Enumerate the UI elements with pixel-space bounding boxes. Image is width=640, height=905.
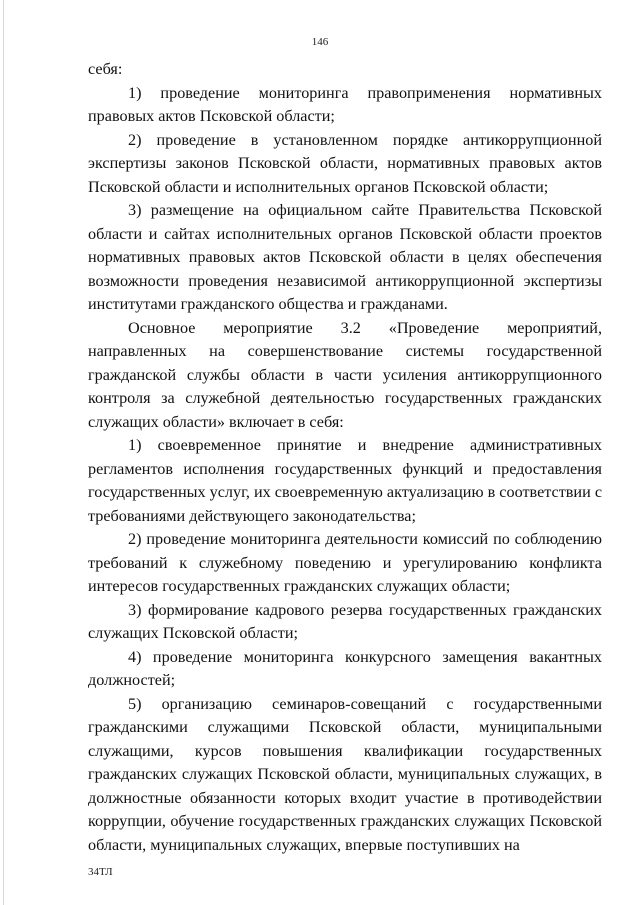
paragraph-item-3-reserve: 3) формирование кадрового резерва государственных гражданских служащих Псковской области; [88, 600, 602, 642]
paragraph-item-2-expertise: 2) проведение в установленном порядке антикоррупционной экспертизы законов Псковской области, нормативных правовых актов Псковской области и исполнительных органов Псковской области; [88, 130, 602, 196]
paragraph-item-1-monitoring: 1) проведение мониторинга правоприменения нормативных правовых актов Псковской области; [88, 83, 602, 125]
scan-edge-line [3, 0, 4, 905]
paragraph-item-1-regulations: 1) своевременное принятие и внедрение административных регламентов исполнения государственных функций и предоставления государственных услуг, их своевременную актуализацию в соответствии с требованиями действующего законодательства; [88, 436, 602, 525]
paragraph-main-activity-3-2: Основное мероприятие 3.2 «Проведение мероприятий, направленных на совершенствование системы государственной гражданской службы области в части усиления антикоррупционного контроля за служебной деятельностью государственных гражданских служащих области» включает в себя: [88, 318, 602, 431]
footer-code: 34ТЛ [88, 866, 113, 878]
page-number: 146 [311, 36, 329, 48]
document-body [88, 58, 602, 857]
paragraph-item-4-vacancies: 4) проведение мониторинга конкурсного замещения вакантных должностей; [88, 647, 602, 689]
paragraph-item-3-publication: 3) размещение на официальном сайте Правительства Псковской области и сайтах исполнительных органов Псковской области проектов нормативных правовых актов Псковской области в целях обеспечения возможности проведения независимой антикоррупционной экспертизы институтами гражданского общества и гражданами. [88, 201, 602, 313]
paragraph-item-5-seminars: 5) организацию семинаров-совещаний с государственными гражданскими служащими Псковской области, муниципальными служащими, курсов повышения квалификации государственных гражданских служащих Псковской области, муниципальных служащих, в должностные обязанности которых входит участие в противодействии коррупции, обучение государственных гражданских служащих Псковской области, муниципальных служащих, впервые поступивших на [88, 694, 602, 854]
paragraph-continuation: себя: [88, 60, 123, 78]
paragraph-item-2-commissions: 2) проведение мониторинга деятельности комиссий по соблюдению требований к служебному поведению и урегулированию конфликта интересов государственных гражданских служащих области; [88, 530, 602, 595]
